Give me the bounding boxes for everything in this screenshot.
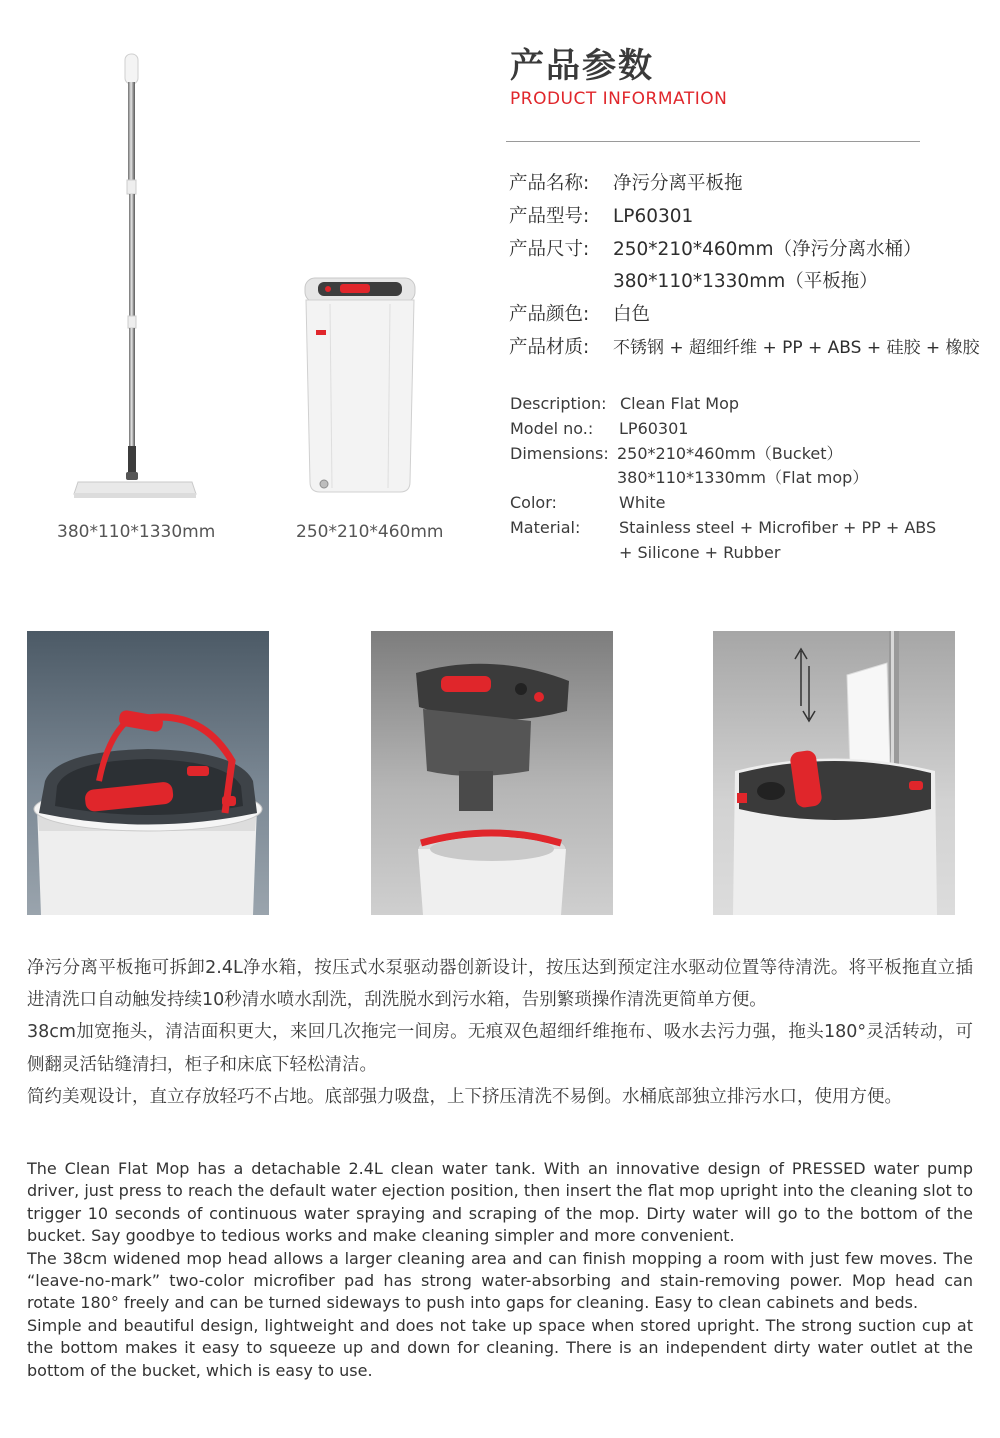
- spec-value: + Silicone + Rubber: [619, 542, 781, 562]
- spec-label: 产品颜色:: [509, 304, 590, 326]
- spec-row: [509, 332, 980, 365]
- spec-label: [509, 266, 613, 299]
- spec-value: White: [619, 493, 666, 513]
- paragraph: The Clean Flat Mop has a detachable 2.4L clean water tank. With an innovative design of PRESSED water pump driver, just press to reach the default water ejection position, then insert the flat mop upright into the cleaning slot to trigger 10 seconds of continuous water spraying and scraping of the mop. Dirty water will go to the bottom of the bucket. Say goodbye to tedious works and make cleaning simpler and more convenient.: [27, 1159, 973, 1246]
- spec-row: [509, 299, 980, 332]
- spec-value: 不锈钢 + 超细纤维 + PP + ABS + 硅胶 + 橡胶: [613, 337, 980, 358]
- spec-value: LP60301: [619, 418, 689, 438]
- paragraph: 38cm加宽拖头，清洁面积更大，来回几次拖完一间房。无痕双色超细纤维拖布、吸水去污力强，拖头180°灵活转动，可侧翻灵活钻缝清扫，柜子和床底下轻松清洁。: [27, 1022, 973, 1075]
- spec-label: 产品型号:: [509, 205, 590, 227]
- divider: [506, 141, 920, 142]
- spec-row: [510, 442, 936, 467]
- spec-label: Material:: [510, 517, 581, 537]
- clean-water-tank-photo: [371, 631, 613, 915]
- spec-row: [510, 541, 936, 566]
- spec-value: Stainless steel + Microfiber + PP + ABS: [619, 517, 937, 537]
- spec-row: [509, 168, 980, 201]
- mop-in-washing-slot-photo: [713, 631, 955, 915]
- spec-label: [510, 541, 619, 566]
- spec-label: 产品名称:: [509, 173, 590, 194]
- spec-value: 净污分离平板拖: [613, 173, 743, 194]
- spec-label: Model no.:: [510, 418, 594, 438]
- spec-row: [509, 266, 980, 299]
- spec-row: [510, 417, 936, 442]
- spec-value: LP60301: [613, 205, 694, 227]
- spec-label: [510, 466, 617, 491]
- description-en: [27, 1158, 973, 1382]
- spec-row: [510, 516, 936, 541]
- spec-row: [509, 234, 980, 267]
- spec-value: 250*210*460mm（Bucket）: [617, 443, 843, 463]
- spec-row: [510, 491, 936, 516]
- paragraph: 净污分离平板拖可拆卸2.4L净水箱，按压式水泵驱动器创新设计，按压达到预定注水驱动位置等待清洗。将平板拖直立插进清洗口自动触发持续10秒清水喷水刮洗，刮洗脱水到污水箱，告别繁琐操作清洗更简单方便。: [27, 958, 973, 1011]
- spec-row: [510, 392, 936, 417]
- mop-size-caption: 380*110*1330mm: [57, 522, 216, 542]
- spec-list-en: [510, 392, 936, 566]
- page-title: 产品参数: [510, 46, 654, 86]
- spec-value: 380*110*1330mm（Flat mop）: [617, 468, 869, 488]
- spec-label: Color:: [510, 493, 557, 513]
- description-cn: [27, 952, 973, 1113]
- spec-label: 产品材质:: [509, 336, 590, 358]
- spec-value: Clean Flat Mop: [620, 394, 740, 413]
- bucket-size-caption: 250*210*460mm: [296, 522, 444, 542]
- page-subtitle: PRODUCT INFORMATION: [510, 89, 728, 109]
- spec-value: 白色: [613, 304, 651, 326]
- flat-mop-image: [70, 52, 200, 502]
- spec-list-cn: [509, 168, 980, 365]
- spec-value: 250*210*460mm（净污分离水桶）: [613, 238, 922, 260]
- paragraph: The 38cm widened mop head allows a larger cleaning area and can finish mopping a room with just few moves. The “leave-no-mark” two-color microfiber pad has strong water-absorbing and stain-removing power. Mop head can rotate 180° freely and can be turned sideways to push into gaps for cleaning. Easy to clean cabinets and beds.: [27, 1248, 973, 1313]
- spec-row: [509, 201, 980, 234]
- paragraph: 简约美观设计，直立存放轻巧不占地。底部强力吸盘，上下挤压清洗不易倒。水桶底部独立排污水口，使用方便。: [27, 1086, 902, 1107]
- spec-row: [510, 466, 936, 491]
- spec-label: 产品尺寸:: [509, 238, 590, 260]
- paragraph: Simple and beautiful design, lightweight and does not take up space when stored upright. The strong suction cup at the bottom makes it easy to squeeze up and down for cleaning. There is an independent dirty water outlet at the bottom of the bucket, which is easy to use.: [27, 1315, 973, 1380]
- bucket-image: [300, 274, 420, 500]
- spec-value: 380*110*1330mm（平板拖）: [613, 271, 878, 293]
- bucket-with-handle-photo: [27, 631, 269, 915]
- spec-label: Dimensions:: [510, 443, 609, 463]
- spec-label: Description:: [510, 394, 607, 413]
